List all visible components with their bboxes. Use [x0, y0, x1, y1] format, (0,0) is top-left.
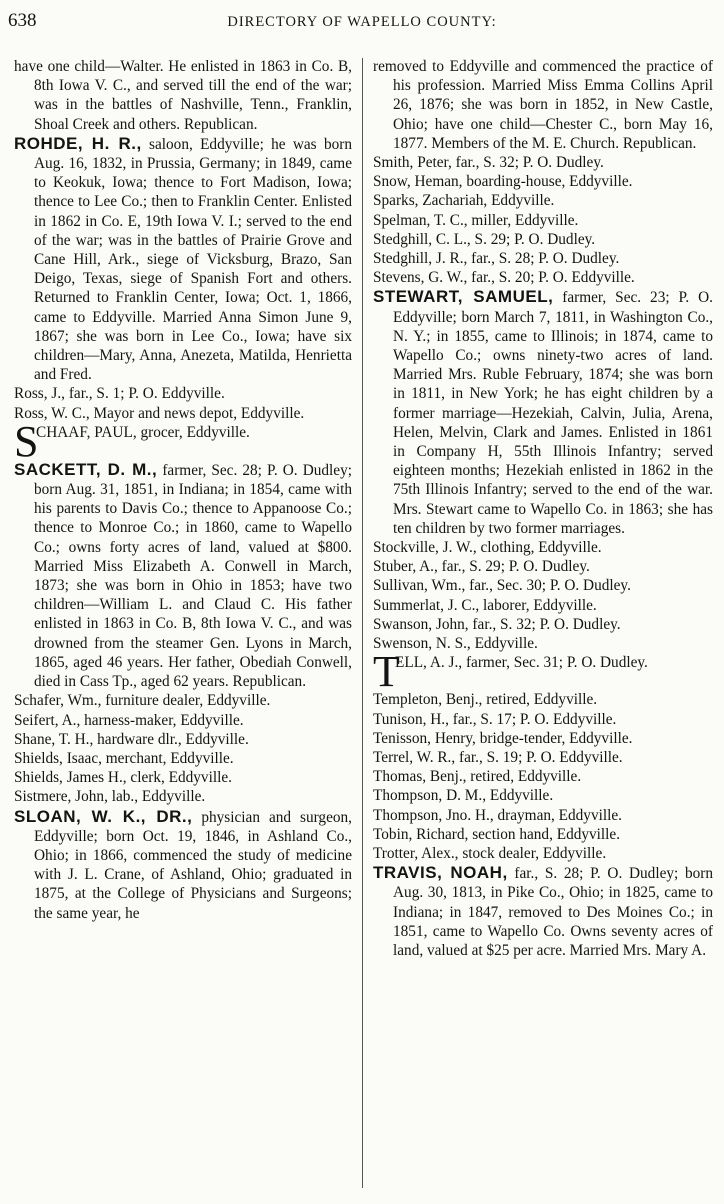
directory-entry: [14, 807, 352, 923]
directory-entry: Thompson, D. M., Eddyville.: [373, 787, 554, 805]
directory-entry: Sistmere, John, lab., Eddyville.: [14, 788, 206, 806]
directory-entry: Tenisson, Henry, bridge-tender, Eddyville.: [373, 729, 633, 747]
directory-entry: Sparks, Zachariah, Eddyville.: [373, 192, 555, 210]
running-head: DIRECTORY OF WAPELLO COUNTY:: [227, 14, 497, 30]
drop-cap: T: [373, 647, 400, 697]
directory-entry: Terrel, W. R., far., S. 19; P. O. Eddyville.: [373, 748, 623, 766]
directory-entry: Stevens, G. W., far., S. 20; P. O. Eddyville.: [373, 269, 635, 287]
entry-name: TRAVIS, NOAH,: [373, 863, 508, 883]
column-divider: [362, 58, 363, 1188]
directory-entry: Stedghill, C. L., S. 29; P. O. Dudley.: [373, 230, 596, 248]
directory-entry: Sullivan, Wm., far., Sec. 30; P. O. Dudley.: [373, 577, 631, 595]
directory-entry: Seifert, A., harness-maker, Eddyville.: [14, 711, 244, 729]
entry-name: STEWART, SAMUEL,: [373, 287, 554, 307]
directory-entry: Stuber, A., far., S. 29; P. O. Dudley.: [373, 558, 590, 576]
directory-entry: Summerlat, J. C., laborer, Eddyville.: [373, 596, 597, 614]
drop-cap: S: [14, 416, 39, 466]
entry-text: far., S. 28; P. O. Dudley; born Aug. 30, 1813, in Pike Co., Ohio; in 1825, came to Indiana; in 1847, removed to Des Moines Co.; in 1851, came to Wapello Co. Owns seventy acres of land, valued at $25 per acre. Married Mrs. Mary A.: [393, 865, 713, 959]
page-header: [0, 4, 724, 34]
directory-entry: Swanson, John, far., S. 32; P. O. Dudley.: [373, 615, 621, 633]
continued-entry-text: have one child—Walter. He enlisted in 1863 in Co. B, 8th Iowa V. C., and served till the end of the war; was in the battles of Nashville, Tenn., Franklin, Shoal Creek and others. Republican.: [14, 58, 352, 133]
page-number: 638: [8, 10, 37, 31]
directory-entry: Ross, J., far., S. 1; P. O. Eddyville.: [14, 385, 225, 403]
directory-entry: Shane, T. H., hardware dlr., Eddyville.: [14, 730, 249, 748]
directory-entry: Tobin, Richard, section hand, Eddyville.: [373, 825, 621, 843]
directory-entry: [14, 460, 352, 691]
directory-entry: Thomas, Benj., retired, Eddyville.: [373, 768, 582, 786]
entry-text: farmer, Sec. 23; P. O. Eddyville; born March 7, 1811, in Washington Co., N. Y.; in 1855, came to Illinois; in 1874, came to Wapello Co.; owns ninety-two acres of land. Married Mrs. Ruble February, 1874; she was born in 1811, in New York; he has eight children by a former marriage—Hezekiah, Calvin, Julia, Arena, Helen, Melvin, Clark and James. Enlisted in 1861 in Company H, 55th Illinois Infantry; served eighteen months; Hezekiah enlisted in 1862 in the 75th Illinois Infantry; served to the end of the war. Mrs. Stewart came to Wapello Co. in 1863; she has ten children by two former marriages.: [393, 289, 714, 537]
directory-entry: [373, 863, 713, 960]
entry-name: ROHDE, H. R.,: [14, 133, 142, 153]
entry-text: physician and surgeon, Eddyville; born Oct. 19, 1846, in Ashland Co., Ohio; in 1866, commenced the study of medicine with J. L. Crane, of Ashland, Ohio; graduated in 1875, at the College of Physicians and Surgeons; the same year, he: [34, 808, 352, 922]
entry-text: ELL, A. J., farmer, Sec. 31; P. O. Dudley.: [395, 654, 648, 672]
entry-name: SACKETT, D. M.,: [14, 459, 158, 479]
directory-entry: Tunison, H., far., S. 17; P. O. Eddyville.: [373, 710, 617, 728]
directory-entry: Thompson, Jno. H., drayman, Eddyville.: [373, 806, 622, 824]
directory-entry: Shields, Isaac, merchant, Eddyville.: [14, 749, 234, 767]
directory-entry: Snow, Heman, boarding-house, Eddyville.: [373, 173, 633, 191]
left-column: [14, 57, 352, 923]
directory-entry: Schafer, Wm., furniture dealer, Eddyville.: [14, 692, 271, 710]
directory-entry: [14, 416, 352, 466]
right-column: [373, 57, 713, 960]
directory-entry: Spelman, T. C., miller, Eddyville.: [373, 211, 579, 229]
entry-text: saloon, Eddyville; he was born Aug. 16, 1832, in Prussia, Germany; in 1849, came to Keokuk, Iowa; thence to Fort Madison, Iowa; thence to Lee Co.; then to Franklin Center. Enlisted in 1862 in Co. E, 19th Iowa V. I.; served to the end of the war; was in the battles of Prairie Grove and Cane Hill, Ark., siege of Vicksburg, Brazo, San Deigo, Texas, siege of Spanish Fort and others. Returned to Franklin Center, Iowa; Oct. 1, 1866, came to Eddyville. Married Anna Simon June 9, 1867; she was born in Lee Co., Iowa; have six children—Mary, Anna, Anezeta, Matilda, Henrietta and Fred.: [34, 135, 352, 384]
directory-entry: Shields, James H., clerk, Eddyville.: [14, 769, 232, 787]
directory-entry: Smith, Peter, far., S. 32; P. O. Dudley.: [373, 154, 604, 172]
directory-entry: Stockville, J. W., clothing, Eddyville.: [373, 539, 602, 557]
directory-entry: Templeton, Benj., retired, Eddyville.: [373, 691, 598, 709]
entry-text: farmer, Sec. 28; P. O. Dudley; born Aug. 31, 1851, in Indiana; in 1854, came with his parents to Davis Co.; thence to Appanoose Co.; thence to Monroe Co.; in 1860, came to Wapello Co.; owns forty acres of land, valued at $800. Married Miss Elizabeth A. Conwell in March, 1873; she was born in Ohio in 1853; have two children—William L. and Claud C. His father enlisted in 1863 in Co. B, 8th Iowa V. C., and was drowned from the steamer Gen. Lyons in March, 1865, aged 46 years. Her father, Obediah Conwell, died in Cass Tp., aged 62 years. Republican.: [34, 461, 352, 691]
directory-entry: Ross, W. C., Mayor and news depot, Eddyville.: [14, 404, 305, 422]
directory-entry: [14, 134, 352, 385]
entry-name: SLOAN, W. K., DR.,: [14, 806, 193, 826]
directory-entry: Trotter, Alex., stock dealer, Eddyville.: [373, 844, 607, 862]
directory-entry: [373, 647, 713, 697]
directory-entry: Swenson, N. S., Eddyville.: [373, 635, 538, 653]
directory-entry: [373, 287, 713, 538]
directory-entry: Stedghill, J. R., far., S. 28; P. O. Dudley.: [373, 250, 620, 268]
continued-entry-text: removed to Eddyville and commenced the practice of his profession. Married Miss Emma Collins April 26, 1876; she was born in 1852, in New Castle, Ohio; have one child—Chester C., born May 16, 1877. Members of the M. E. Church. Republican.: [373, 58, 713, 152]
entry-text: CHAAF, PAUL, grocer, Eddyville.: [36, 423, 250, 441]
